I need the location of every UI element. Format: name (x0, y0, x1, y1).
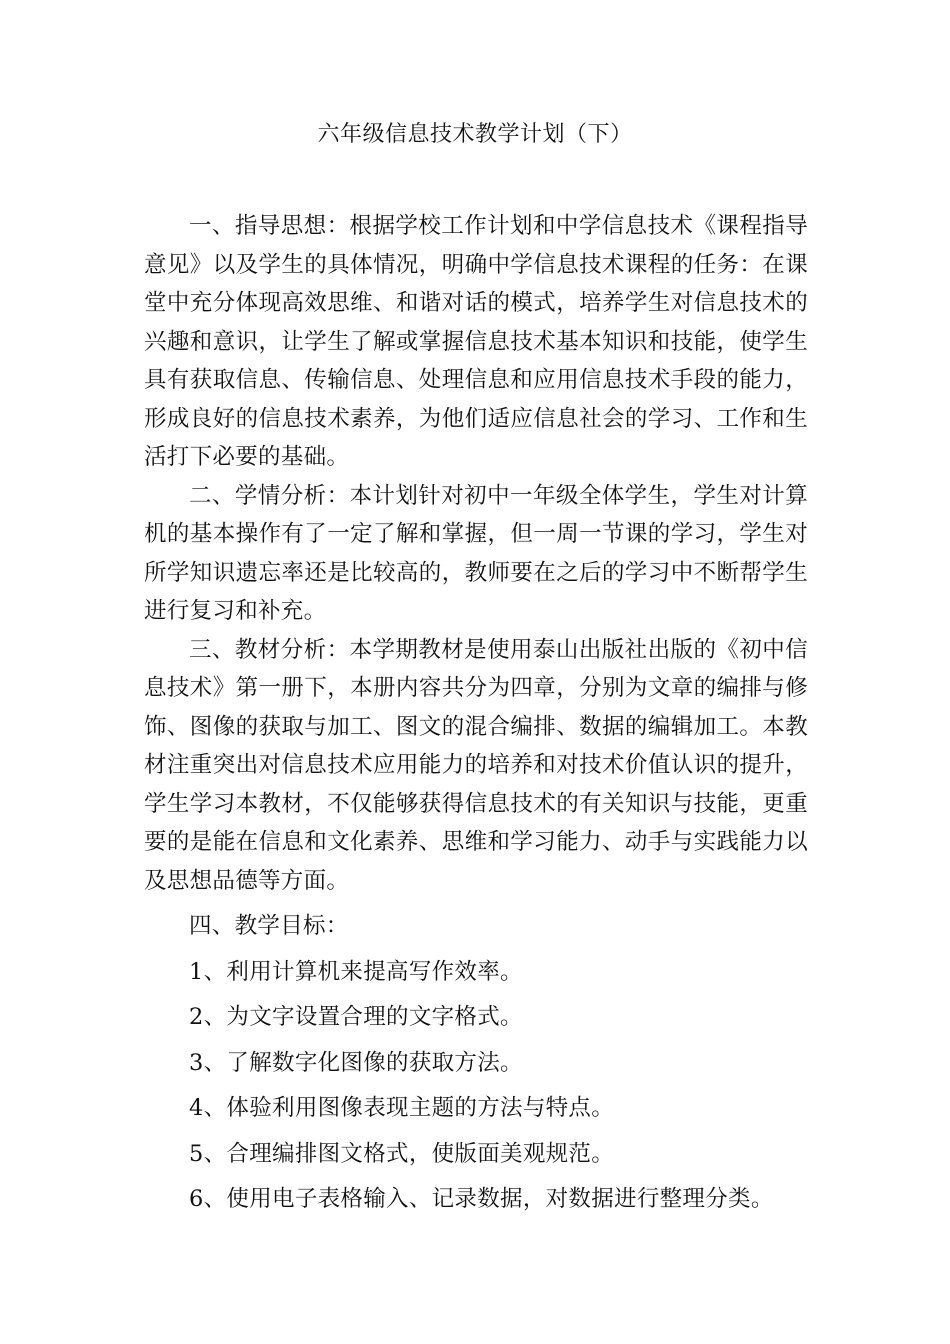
document-body (144, 207, 808, 1226)
goal-item: 1、利用计算机来提高写作效率。 (189, 958, 523, 985)
goal-item: 2、为文字设置合理的文字格式。 (189, 1004, 523, 1030)
document-title: 六年级信息技术教学计划（下） (317, 122, 633, 147)
goal-item: 4、体验利用图像表现主题的方法与特点。 (189, 1095, 615, 1121)
paragraph-guiding-ideology: 一、指导思想：根据学校工作计划和中学信息技术《课程指导意见》以及学生的具体情况，明确中学信息技术课程的任务：在课堂中充分体现高效思维、和谐对话的模式，培养学生对信息技术的兴趣和意识，让学生了解或掌握信息技术基本知识和技能，使学生具有获取信息、传输信息、处理信息和应用信息技术手段的能力，形成良好的信息技术素养，为他们适应信息社会的学习、工作和生活打下必要的基础。 (144, 213, 808, 470)
goal-item: 6、使用电子表格输入、记录数据，对数据进行整理分类。 (189, 1186, 774, 1212)
goal-item: 5、合理编排图文格式，使版面美观规范。 (189, 1140, 615, 1167)
paragraph-student-analysis: 二、学情分析：本计划针对初中一年级全体学生，学生对计算机的基本操作有了一定了解和掌握，但一周一节课的学习，学生对所学知识遗忘率还是比较高的，教师要在之后的学习中不断帮学生进行复习和补充。 (144, 482, 808, 624)
paragraph-textbook-analysis: 三、教材分析：本学期教材是使用泰山出版社出版的《初中信息技术》第一册下，本册内容共分为四章，分别为文章的编排与修饰、图像的获取与加工、图文的混合编排、数据的编辑加工。本教材注重突出对信息技术应用能力的培养和对技术价值认识的提升，学生学习本教材，不仅能够获得信息技术的有关知识与技能，更重要的是能在信息和文化素养、思维和学习能力、动手与实践能力以及思想品德等方面。 (144, 636, 808, 894)
goal-item: 3、了解数字化图像的获取方法。 (189, 1049, 523, 1076)
goals-heading: 四、教学目标： (189, 913, 349, 939)
